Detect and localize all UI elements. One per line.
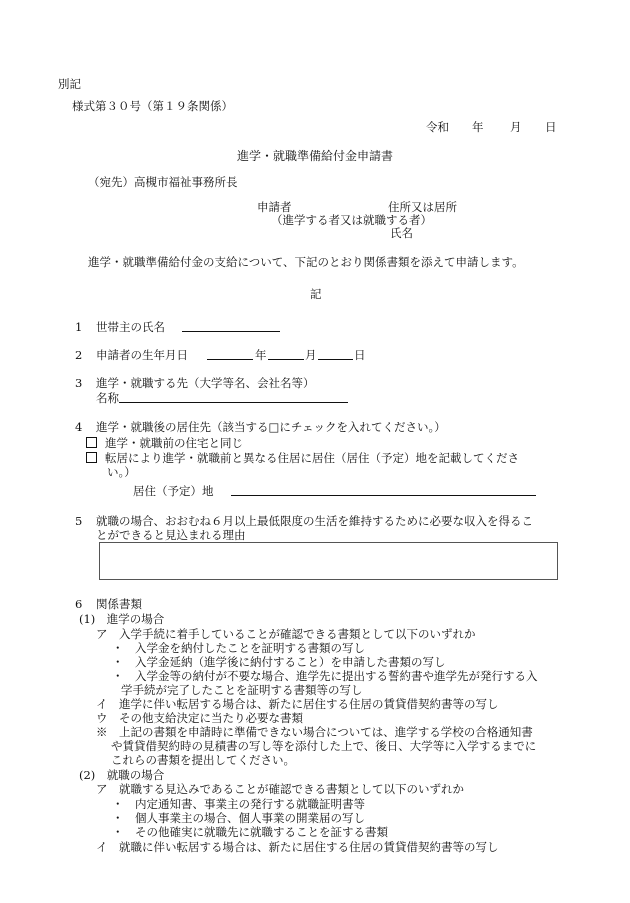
applicant-label: 申請者	[257, 200, 292, 214]
section-1-note-1: ※ 上記の書類を申請時に準備できない場合については、進学する学校の合格通知書	[96, 725, 533, 739]
birth-day-field[interactable]	[318, 348, 353, 362]
birth-month-field[interactable]	[268, 348, 304, 362]
ki-label: 記	[310, 287, 322, 301]
section-1-a-bullet-2: ・ 入学金延納（進学後に納付すること）を申請した書類の写し	[112, 655, 446, 669]
item-2-number: 2	[75, 348, 83, 362]
section-2-a: ア 就職する見込みであることが確認できる書類として以下のいずれか	[96, 782, 464, 796]
section-2-heading: (2) 就職の場合	[79, 768, 165, 782]
destination-name-field[interactable]	[119, 391, 348, 405]
section-1-a-bullet-1: ・ 入学金を納付したことを証明する書類の写し	[112, 641, 365, 655]
same-residence-label: 進学・就職前の住宅と同じ	[105, 436, 243, 450]
date-month: 月	[510, 120, 522, 134]
section-1-a-bullet-3-cont: 学手続が完了したことを証明する書類等の写し	[121, 683, 363, 697]
item-1-number: 1	[75, 320, 83, 334]
item-4-label: 進学・就職後の居住先（該当する□にチェックを入れてください。）	[96, 420, 446, 434]
residence-location-field[interactable]	[231, 484, 536, 498]
section-2-a-bullet-1: ・ 内定通知書、事業主の発行する就職証明書等	[112, 797, 365, 811]
section-1-a: ア 入学手続に着手していることが確認できる書類として以下のいずれか	[96, 627, 476, 641]
item-4-number: 4	[75, 420, 83, 434]
employment-reason-textbox[interactable]	[99, 542, 558, 580]
intro-text: 進学・就職準備給付金の支給について、下記のとおり関係書類を添えて申請します。	[88, 255, 524, 269]
item-1-label: 世帯主の氏名	[96, 320, 165, 334]
item-6-label: 関係書類	[96, 597, 142, 611]
birth-month-unit: 月	[305, 348, 317, 362]
item-3-label: 進学・就職する先（大学等名、会社名等）	[96, 376, 315, 390]
section-1-u: ウ その他支給決定に当たり必要な書類	[96, 711, 303, 725]
date-year: 年	[472, 120, 484, 134]
moving-residence-checkbox[interactable]	[86, 452, 97, 463]
form-number: 様式第３０号（第１９条関係）	[72, 99, 233, 113]
residence-option-moving	[86, 451, 519, 465]
moving-residence-label: 転居により進学・就職前と異なる住居に居住（居住（予定）地を記載してくださ	[105, 451, 519, 465]
item-5-line-1: 就職の場合、おおむね６月以上最低限度の生活を維持するために必要な収入を得るこ	[96, 514, 533, 528]
residence-location-label: 居住（予定）地	[133, 484, 214, 498]
household-head-name-field[interactable]	[182, 320, 280, 334]
section-1-i: イ 進学に伴い転居する場合は、新たに居住する住居の賃貸借契約書等の写し	[96, 697, 499, 711]
section-1-note-3: これらの書類を提出してください。	[111, 753, 295, 767]
addressee: （宛先）高槻市福祉事務所長	[88, 175, 238, 189]
section-2-i: イ 就職に伴い転居する場合は、新たに居住する住居の賃貸借契約書等の写し	[96, 840, 499, 854]
section-2-a-bullet-3: ・ その他確実に就職先に就職することを証する書類	[112, 825, 388, 839]
item-2-label: 申請者の生年月日	[96, 348, 188, 362]
moving-residence-label-cont: い。）	[107, 465, 136, 479]
birth-year-unit: 年	[255, 348, 267, 362]
section-1-note-2: や賃貸借契約時の見積書の写し等を添付した上で、後日、大学等に入学するまでに	[111, 739, 537, 753]
name-label: 氏名	[390, 226, 413, 240]
date-day: 日	[545, 120, 557, 134]
birth-day-unit: 日	[354, 348, 366, 362]
section-2-a-bullet-2: ・ 個人事業主の場合、個人事業の開業届の写し	[112, 811, 365, 825]
same-residence-checkbox[interactable]	[86, 437, 97, 448]
item-6-number: 6	[75, 597, 83, 611]
residence-option-same	[86, 436, 243, 450]
section-1-heading: (1) 進学の場合	[79, 612, 165, 626]
address-label: 住所又は居所	[388, 200, 457, 214]
betsuki-label: 別記	[58, 77, 81, 91]
item-5-number: 5	[75, 514, 83, 528]
section-1-a-bullet-3: ・ 入学金等の納付が不要な場合、進学先に提出する誓約書や進学先が発行する入	[112, 669, 538, 683]
item-3-name-label: 名称	[96, 391, 119, 405]
date-era: 令和	[426, 120, 449, 134]
document-title: 進学・就職準備給付金申請書	[237, 149, 394, 163]
birth-year-field[interactable]	[207, 348, 253, 362]
applicant-note: （進学する者又は就職する者）	[271, 213, 432, 227]
item-3-number: 3	[75, 376, 83, 390]
item-5-line-2: とができると見込まれる理由	[96, 528, 246, 542]
